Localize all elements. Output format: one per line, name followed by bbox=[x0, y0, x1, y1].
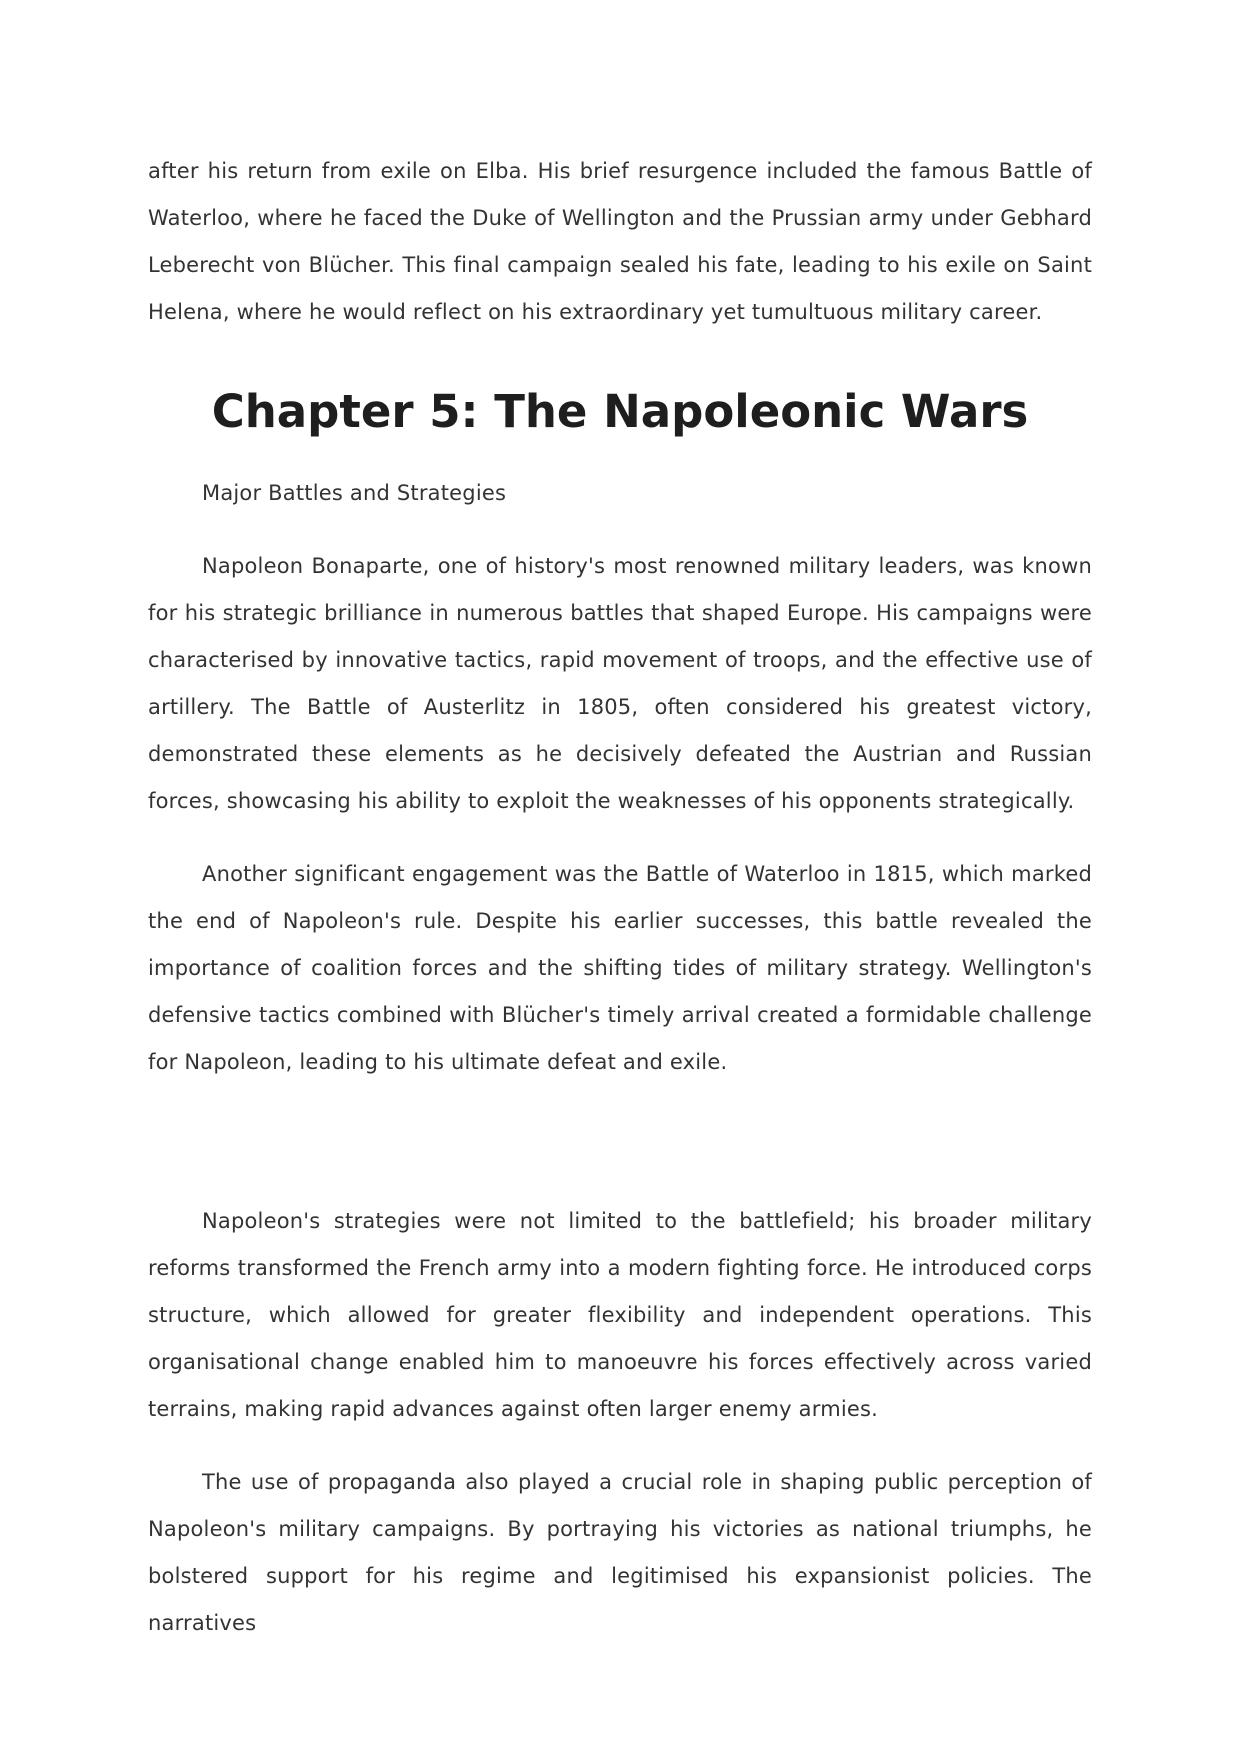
section-heading: Major Battles and Strategies bbox=[202, 481, 507, 505]
body-paragraph-2: Another significant engagement was the Battle of Waterloo in 1815, which marked the end of Napoleon's rule. Despite his earlier successes, this battle revealed the importance of coalition forces and the shifting tides of military strategy. Wellington's defensive tactics combined with Blücher's timely arrival created a formidable challenge for Napoleon, leading to his ultimate defeat and exile. bbox=[148, 862, 1092, 1074]
body-paragraph-4: The use of propaganda also played a crucial role in shaping public perception of Napoleon's military campaigns. By portraying his victories as national triumphs, he bolstered support for his regime and legitimised his expansionist policies. The narratives bbox=[148, 1470, 1092, 1635]
page-content bbox=[148, 148, 1092, 1647]
continuation-paragraph: after his return from exile on Elba. His brief resurgence included the famous Battle of Waterloo, where he faced the Duke of Wellington and the Prussian army under Gebhard Leberecht von Blücher. This final campaign sealed his fate, leading to his exile on Saint Helena, where he would reflect on his extraordinary yet tumultuous military career. bbox=[148, 159, 1092, 324]
chapter-title: Chapter 5: The Napoleonic Wars bbox=[211, 385, 1029, 438]
body-paragraph-1: Napoleon Bonaparte, one of history's most renowned military leaders, was known for his strategic brilliance in numerous battles that shaped Europe. His campaigns were characterised by innovative tactics, rapid movement of troops, and the effective use of artillery. The Battle of Austerlitz in 1805, often considered his greatest victory, demonstrated these elements as he decisively defeated the Austrian and Russian forces, showcasing his ability to exploit the weaknesses of his opponents strategically. bbox=[148, 554, 1092, 813]
body-paragraph-3: Napoleon's strategies were not limited to the battlefield; his broader military reforms transformed the French army into a modern fighting force. He introduced corps structure, which allowed for greater flexibility and independent operations. This organisational change enabled him to manoeuvre his forces effectively across varied terrains, making rapid advances against often larger enemy armies. bbox=[148, 1209, 1092, 1421]
